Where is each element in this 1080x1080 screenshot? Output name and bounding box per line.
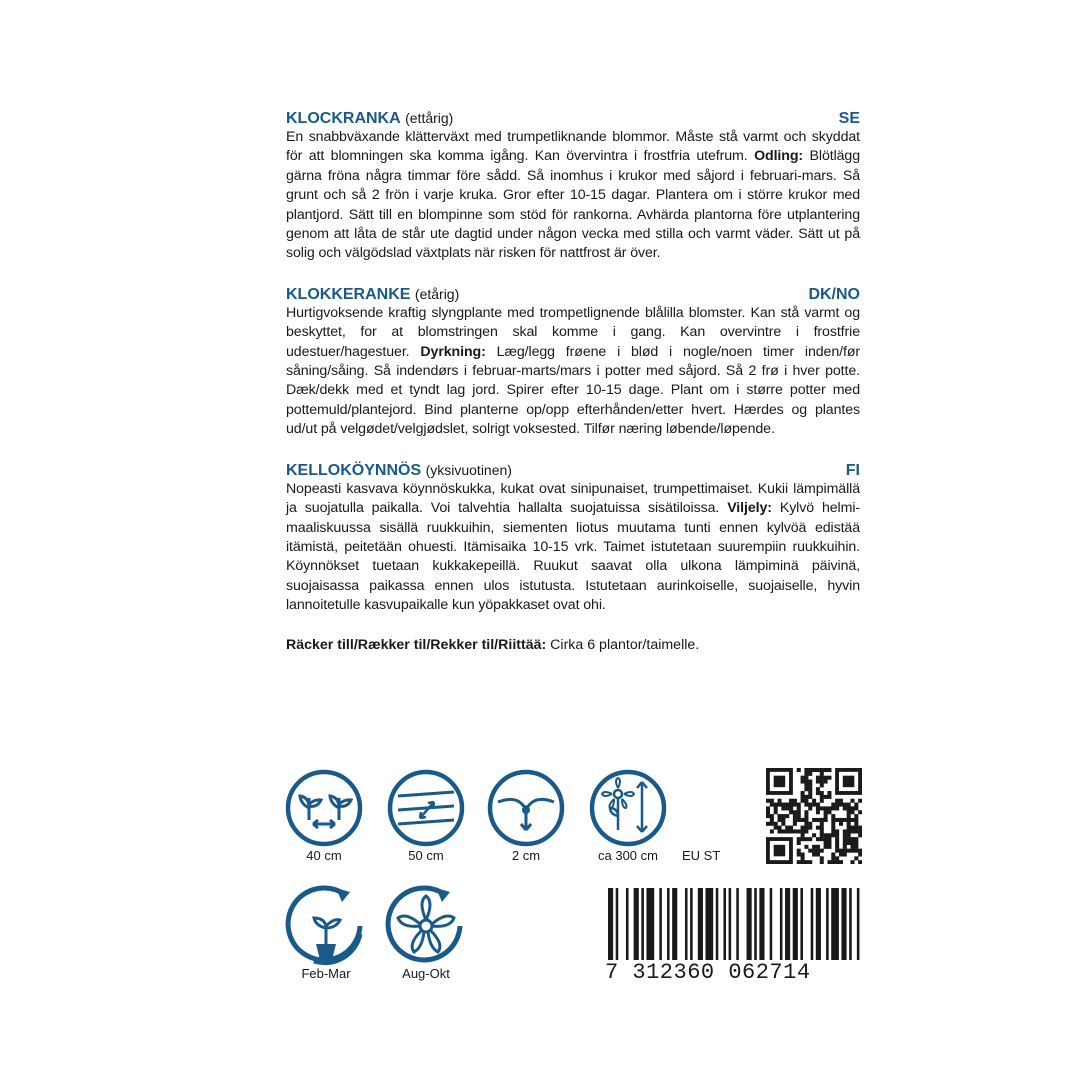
section-dk-no bbox=[286, 284, 860, 440]
section-body bbox=[286, 304, 860, 440]
language-code: DK/NO bbox=[808, 285, 860, 303]
yield-label: Räcker till/Rækker til/Rekker til/Riittää: bbox=[286, 636, 547, 653]
section-header bbox=[286, 460, 860, 480]
flowering-time-label: Aug-Okt bbox=[402, 966, 450, 981]
body-keyword: Odling: bbox=[754, 148, 804, 165]
row-spacing-icon bbox=[386, 768, 466, 848]
sowing-time-icon bbox=[284, 884, 368, 968]
section-se bbox=[286, 108, 860, 264]
plant-height-label: ca 300 cm bbox=[598, 848, 658, 863]
section-title: KLOKKERANKE bbox=[286, 285, 411, 303]
row-spacing-label: 50 cm bbox=[408, 848, 444, 863]
body-text: Blötlägg gärna fröna några timmar före sådd. Så inomhus i krukor med såjord i februari-mars. Så grunt och så 2 frön i varje kruka. Gror efter 10-15 dagar. Plantera om i större krukor med plantjord. Sätt till en blompinne som stöd för rankorna. Avhärda plantorna före utplantering genom att låta de står ute dagtid under någon vecka med stilla och varmt väder. Sätt ut på solig och välgödslad växtplats när risken för nattfrost är över. bbox=[286, 148, 860, 262]
barcode-digits: 7 312360 062714 bbox=[605, 960, 811, 985]
body-text: Nopeasti kasvava köynnöskukka, kukat ovat sinipunaiset, trumpettimaiset. Kukii lämpimällä ja suojatulla paikalla. Voi talvehtia hallalta suojatuissa sisätiloissa. bbox=[286, 480, 860, 517]
qr-code bbox=[766, 768, 862, 864]
language-code: SE bbox=[838, 110, 860, 127]
plant-height-icon bbox=[588, 768, 668, 848]
sowing-depth-icon bbox=[486, 768, 566, 848]
yield-line bbox=[286, 636, 860, 655]
body-text: Læg/legg frøene i blød i nogle/noen timer inden/før såning/såing. Så indendørs i februar-marts/mars i potter med såjord. Så 2 frø i hver potte. Dæk/dekk med et tyndt lag jord. Spirer efter 10-15 dage. Plant om i større potter med pottemuld/plantejord. Bind planterne op/opp efterhånden/etter hvert. Hærdes og plantes ud/ut på velgødet/velgjødslet, solrigt voksested. Tilfør næring løbende/løpende. bbox=[286, 343, 861, 438]
sowing-depth-label: 2 cm bbox=[511, 848, 541, 863]
plant-spacing-icon bbox=[284, 768, 364, 848]
language-code: FI bbox=[845, 461, 860, 479]
section-title: KLOCKRANKA bbox=[286, 110, 401, 127]
seed-packet-text bbox=[286, 108, 860, 655]
section-subtitle: (ettårig) bbox=[405, 110, 454, 126]
sowing-time-label: Feb-Mar bbox=[301, 966, 351, 981]
plant-spacing-label: 40 cm bbox=[306, 848, 342, 863]
section-fi bbox=[286, 460, 860, 616]
body-text: Kylvö helmi-maaliskuussa sisällä ruukkuihin, siementen liotus muutama tunti ennen kylvöä edistää itämistä, peitetään ohuesti. Itämisaika 10-15 vrk. Taimet istutetaan suurempiin ruukkuihin. Köynnökset tuetaan kukkakepeillä. Ruukut saavat olla ulkona lämpiminä päivinä, suojaisassa paikassa ennen ulos istutusta. Istutetaan aurinkoiselle, suojaiselle, hyvin lannoitetulle kasvupaikalle kun yöpakkaset ovat ohi. bbox=[286, 500, 860, 614]
body-keyword: Viljely: bbox=[727, 500, 772, 517]
body-keyword: Dyrkning: bbox=[420, 343, 486, 360]
section-subtitle: (yksivuotinen) bbox=[425, 461, 512, 478]
body-text: Hurtigvoksende kraftig slyngplante med trompetlignende blålilla blomster. Kan stå varmt og beskyttet, for at blomstringen skal komme i gang. Kan overvintre i frostfrie udestuer/hagestuer. bbox=[286, 304, 860, 360]
section-title: KELLOKÖYNNÖS bbox=[286, 461, 422, 479]
section-header bbox=[286, 108, 860, 128]
section-body bbox=[286, 480, 860, 616]
section-header bbox=[286, 284, 860, 304]
flowering-time-icon bbox=[384, 884, 468, 968]
yield-value: Cirka 6 plantor/taimelle. bbox=[550, 636, 700, 653]
body-text: En snabbväxande klätterväxt med trumpetliknande blommor. Måste stå varmt och skyddat för att blomningen ska komma igång. Kan övervintra i frostfria utefrum. bbox=[286, 129, 860, 165]
eu-standard-label: EU ST bbox=[682, 848, 721, 863]
section-body bbox=[286, 128, 860, 264]
section-subtitle: (etårig) bbox=[414, 285, 460, 302]
barcode bbox=[608, 888, 862, 960]
